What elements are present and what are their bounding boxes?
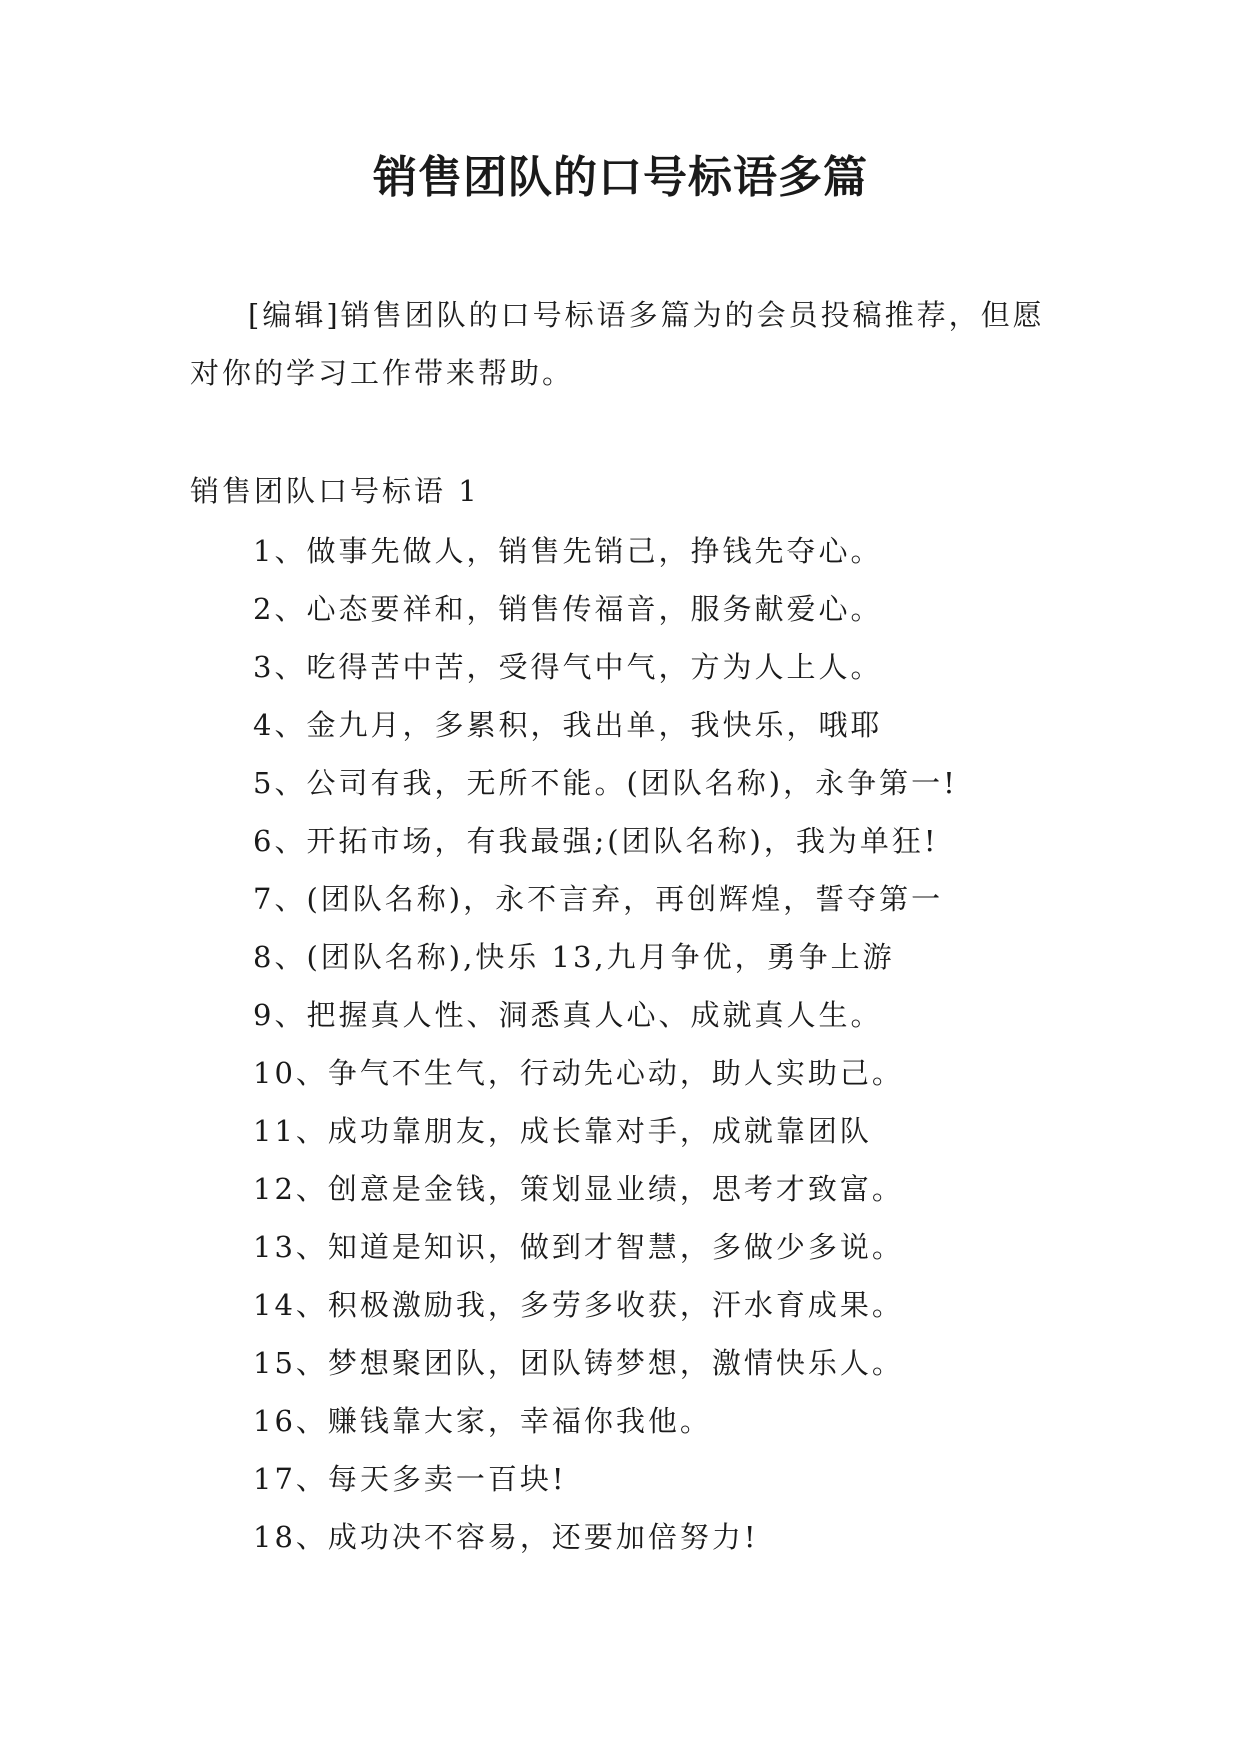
slogan-list — [253, 522, 958, 1566]
slogan-item: 8、(团队名称),快乐 13,九月争优，勇争上游 — [253, 940, 895, 974]
slogan-item: 18、成功决不容易，还要加倍努力! — [253, 1520, 759, 1554]
slogan-item: 2、心态要祥和，销售传福音，服务献爱心。 — [253, 592, 883, 626]
slogan-item: 12、创意是金钱，策划显业绩，思考才致富。 — [253, 1172, 904, 1206]
slogan-item: 9、把握真人性、洞悉真人心、成就真人生。 — [253, 998, 883, 1032]
slogan-item: 17、每天多卖一百块! — [253, 1462, 567, 1496]
slogan-item: 14、积极激励我，多劳多收获，汗水育成果。 — [253, 1288, 904, 1322]
slogan-item: 13、知道是知识，做到才智慧，多做少多说。 — [253, 1230, 904, 1264]
document-title: 销售团队的口号标语多篇 — [373, 152, 868, 203]
intro-paragraph: [编辑]销售团队的口号标语多篇为的会员投稿推荐，但愿对你的学习工作带来帮助。 — [190, 298, 1045, 390]
slogan-item: 10、争气不生气，行动先心动，助人实助己。 — [253, 1056, 904, 1090]
slogan-item: 7、(团队名称)，永不言弃，再创辉煌，誓夺第一 — [253, 882, 944, 916]
slogan-item: 15、梦想聚团队，团队铸梦想，激情快乐人。 — [253, 1346, 904, 1380]
slogan-item: 1、做事先做人，销售先销己，挣钱先夺心。 — [253, 534, 883, 568]
slogan-item: 4、金九月，多累积，我出单，我快乐，哦耶 — [253, 708, 883, 742]
slogan-item: 3、吃得苦中苦，受得气中气，方为人上人。 — [253, 650, 883, 684]
slogan-item: 6、开拓市场，有我最强;(团队名称)，我为单狂! — [253, 824, 939, 858]
slogan-item: 16、赚钱靠大家，幸福你我他。 — [253, 1404, 712, 1438]
slogan-item: 5、公司有我，无所不能。(团队名称)，永争第一! — [253, 766, 958, 800]
section-heading: 销售团队口号标语 1 — [190, 474, 480, 508]
slogan-item: 11、成功靠朋友，成长靠对手，成就靠团队 — [253, 1114, 872, 1148]
